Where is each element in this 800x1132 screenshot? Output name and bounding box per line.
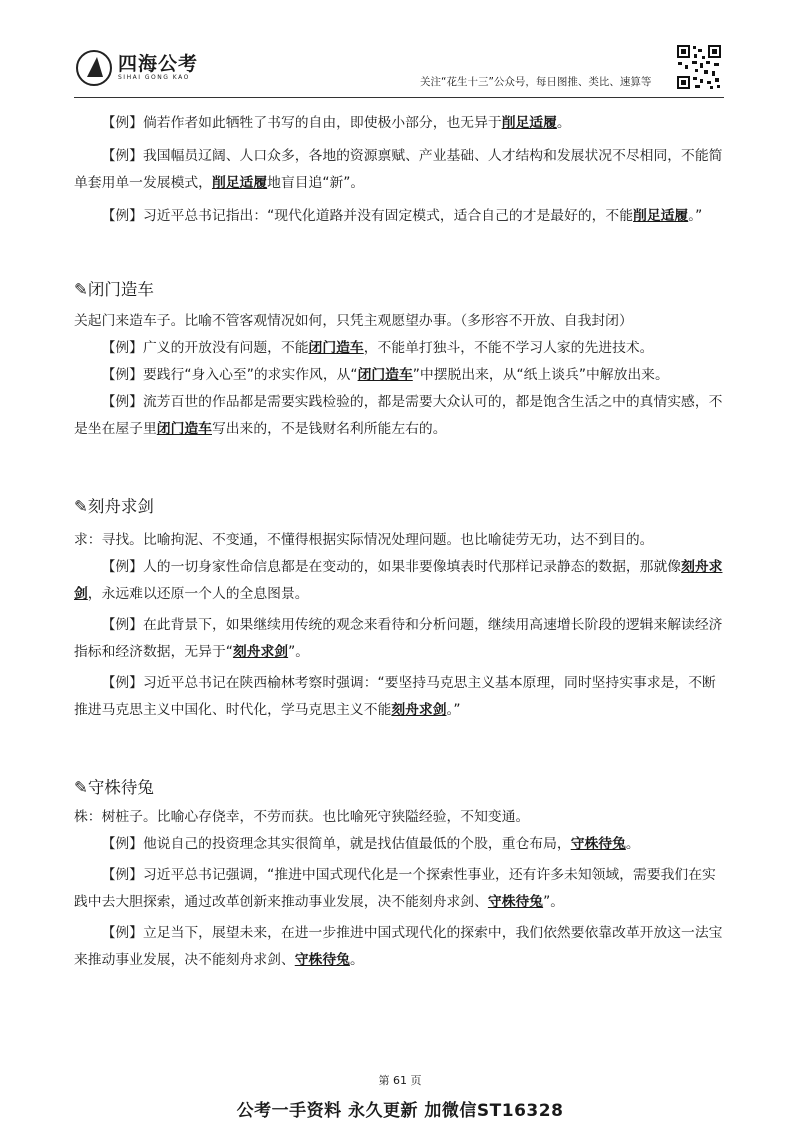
idiom-title: ✎守株待兔 [74, 778, 154, 797]
idiom-highlight: 闭门造车 [156, 421, 212, 437]
idiom-highlight: 守株待兔 [487, 894, 544, 910]
idiom-highlight: 守株待兔 [294, 952, 350, 968]
sailboat-icon [76, 50, 112, 86]
example-sentence: 【例】要践行“身入心至”的求实作风，从“闭门造车”中摆脱出来，从“纸上谈兵”中解放出来。 [101, 367, 669, 383]
page-header [0, 0, 800, 104]
idiom-highlight: 守株待兔 [570, 836, 626, 852]
idiom-highlight: 削足适履 [633, 208, 689, 224]
promo-banner: 公考一手资料 永久更新 加微信ST16328 [236, 1101, 564, 1121]
idiom-section [74, 776, 726, 974]
idiom-definition: 株：树桩子。比喻心存侥幸，不劳而获。也比喻死守狭隘经验，不知变通。 [74, 809, 530, 825]
header-divider [74, 97, 724, 98]
follow-prompt: 关注“花生十三”公众号，每日图推、类比、速算等 [420, 76, 652, 88]
example-sentence: 【例】人的一切身家性命信息都是在变动的，如果非要像填表时代那样记录静态的数据，那就像刻舟求剑，永远难以还原一个人的全息图景。 [74, 559, 723, 602]
brand-logo [76, 50, 198, 86]
example-sentence: 【例】立足当下，展望未来，在进一步推进中国式现代化的探索中，我们依然要依靠改革开放这一法宝来推动事业发展，决不能刻舟求剑、守株待兔。 [74, 925, 723, 968]
idiom-highlight: 削足适履 [501, 115, 557, 131]
example-sentence: 【例】我国幅员辽阔、人口众多，各地的资源禀赋、产业基础、人才结构和发展状况不尽相同，不能简单套用单一发展模式，削足适履地盲目追“新”。 [74, 148, 723, 191]
idiom-title: ✎闭门造车 [74, 280, 154, 299]
logo-english-name: SIHAI GONG KAO [118, 74, 190, 81]
idiom-highlight: 刻舟求剑 [74, 559, 723, 602]
idiom-section [74, 495, 726, 724]
example-sentence: 【例】习近平总书记强调，“推进中国式现代化是一个探索性事业，还有许多未知领域，需要我们在实践中去大胆探索，通过改革创新来推动事业发展，决不能刻舟求剑、守株待兔”。 [74, 867, 716, 910]
example-sentence: 【例】在此背景下，如果继续用传统的观念来看待和分析问题，继续用高速增长阶段的逻辑来解读经济指标和经济数据，无异于“刻舟求剑”。 [74, 617, 723, 660]
example-sentence: 【例】习近平总书记指出：“现代化道路并没有固定模式，适合自己的才是最好的，不能削足适履。” [101, 208, 703, 224]
idiom-section [74, 278, 726, 443]
page-content [74, 110, 726, 974]
example-sentence: 【例】流芳百世的作品都是需要实践检验的，都是需要大众认可的，都是饱含生活之中的真情实感，不是坐在屋子里闭门造车写出来的，不是钱财名利所能左右的。 [74, 394, 723, 437]
example-sentence: 【例】习近平总书记在陕西榆林考察时强调：“要坚持马克思主义基本原理，同时坚持实事求是，不断推进马克思主义中国化、时代化，学马克思主义不能刻舟求剑。” [74, 675, 716, 718]
qr-code-icon [676, 44, 722, 90]
idiom-highlight: 闭门造车 [357, 367, 413, 383]
idiom-highlight: 刻舟求剑 [232, 644, 289, 660]
example-sentence: 【例】广义的开放没有问题，不能闭门造车，不能单打独斗，不能不学习人家的先进技术。 [101, 340, 654, 356]
idiom-definition: 关起门来造车子。比喻不管客观情况如何，只凭主观愿望办事。（多形容不开放、自我封闭） [74, 313, 633, 329]
idiom-highlight: 闭门造车 [308, 340, 364, 356]
idiom-highlight: 削足适履 [211, 175, 268, 191]
idiom-definition: 求：寻找。比喻拘泥、不变通，不懂得根据实际情况处理问题。也比喻徒劳无功，达不到目的。 [74, 532, 654, 548]
example-sentence: 【例】他说自己的投资理念其实很简单，就是找估值最低的个股，重仓布局，守株待兔。 [101, 836, 640, 852]
idiom-title: ✎刻舟求剑 [74, 497, 154, 516]
page-number: 第 61 页 [378, 1074, 422, 1087]
idiom-highlight: 刻舟求剑 [391, 702, 447, 718]
idiom-section [74, 110, 726, 230]
example-sentence: 【例】倘若作者如此牺牲了书写的自由，即使极小部分，也无异于削足适履。 [101, 115, 571, 131]
logo-chinese-name: 四海公考 [118, 53, 199, 75]
